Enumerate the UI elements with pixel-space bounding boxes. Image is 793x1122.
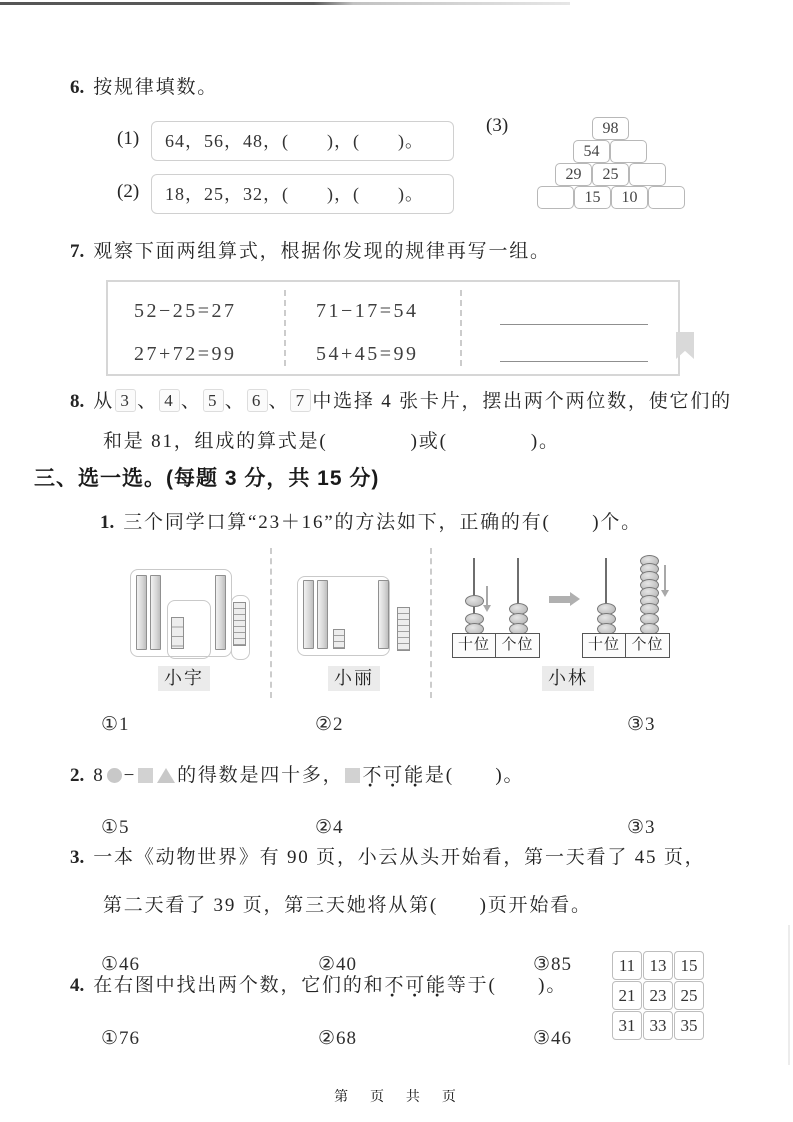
option-choice: ②2 <box>315 714 344 735</box>
s3q4-lead: 在右图中找出两个数，它们的和 <box>93 975 385 996</box>
s3q2-tail: 是( )。 <box>424 765 525 786</box>
option-choice: ①46 <box>101 954 141 975</box>
square-shape <box>138 768 153 783</box>
answer-blank-line <box>500 361 648 362</box>
card-separator: 、 <box>137 391 158 412</box>
q7-title-text: 观察下面两组算式，根据你发现的规律再写一组。 <box>93 241 551 262</box>
pyramid-cell: 15 <box>574 186 611 209</box>
q8-line1-rest: 中选择 4 张卡片，摆出两个两位数，使它们的 <box>312 391 732 412</box>
student-name-label: 小丽 <box>328 666 380 691</box>
pyramid-cell <box>648 186 685 209</box>
s3q2-mid: 的得数是四十多， <box>177 765 344 786</box>
q6-title-text: 按规律填数。 <box>93 77 219 98</box>
pyramid-cell <box>537 186 574 209</box>
q6-item1-sequence: 64，56，48，( )，( )。 <box>165 131 424 151</box>
minus-sign: − <box>123 765 137 786</box>
q6-title-line <box>70 72 218 99</box>
equation: 27+72=99 <box>134 343 237 365</box>
option-choice: ③3 <box>627 817 656 838</box>
option-choice: ③46 <box>533 1028 573 1049</box>
triangle-shape <box>157 768 175 783</box>
grid-row <box>611 951 704 981</box>
s3q2-lead: 8 <box>93 765 105 786</box>
option-choice: ②68 <box>318 1028 358 1049</box>
page-footer: 第 页 共 页 <box>334 1088 459 1104</box>
q6-item2-box <box>151 174 454 214</box>
grid-cell: 13 <box>643 951 673 980</box>
option-choice: ③3 <box>627 714 656 735</box>
answer-blank-line <box>500 324 648 325</box>
square-shape <box>345 768 360 783</box>
ones-cube-stack <box>233 602 246 646</box>
s3q4-emphasized: 不可能 · · · <box>384 970 446 997</box>
number-card: 6 <box>247 389 268 412</box>
pyramid-cell: 54 <box>573 140 610 163</box>
number-grid <box>611 951 704 1041</box>
number-card: 7 <box>290 389 311 412</box>
s3q3-number: 3. <box>70 847 85 868</box>
number-card: 4 <box>159 389 180 412</box>
student-name-label: 小林 <box>542 666 594 691</box>
ones-place-label: 个位 <box>625 633 670 658</box>
tens-place-label: 十位 <box>582 633 627 658</box>
q8-lead: 从 <box>93 391 115 412</box>
option-choice: ②4 <box>315 817 344 838</box>
ten-rod <box>378 580 389 649</box>
ten-rod <box>215 575 226 650</box>
place-value-labels <box>583 633 670 658</box>
panel-divider <box>430 548 432 698</box>
abacus-bead <box>465 595 484 607</box>
q6-item2-label: (2) <box>117 181 140 202</box>
s3q4-tail: 等于( )。 <box>446 975 568 996</box>
ones-cube-stack <box>333 629 345 649</box>
ten-rod <box>150 575 161 650</box>
down-arrow-icon <box>664 565 666 591</box>
circle-shape <box>107 768 122 783</box>
ten-rod <box>303 580 314 649</box>
grid-cell: 33 <box>643 1011 673 1040</box>
option-choice: ①5 <box>101 817 130 838</box>
q7-number: 7. <box>70 241 85 262</box>
card-separator: 、 <box>180 391 202 412</box>
page-edge-shadow <box>788 925 790 1065</box>
right-arrow-icon <box>549 596 571 603</box>
equation: 71−17=54 <box>316 300 419 322</box>
q1-illustration <box>70 548 725 700</box>
dashed-divider <box>460 290 462 366</box>
grid-cell: 25 <box>674 981 704 1010</box>
grid-cell: 21 <box>612 981 642 1010</box>
pyramid-cell <box>610 140 647 163</box>
s3q1-number: 1. <box>100 512 115 533</box>
pyramid-cell: 10 <box>611 186 648 209</box>
q6-item1-label: (1) <box>117 128 140 149</box>
ones-place-label: 个位 <box>495 633 540 658</box>
place-value-labels <box>453 633 540 658</box>
option-choice: ①1 <box>101 714 130 735</box>
s3q2-number: 2. <box>70 765 85 786</box>
number-card: 5 <box>203 389 224 412</box>
student-name-label: 小宇 <box>158 666 210 691</box>
s3q2-line <box>70 760 524 787</box>
q6-number: 6. <box>70 77 85 98</box>
s3q1-text: 三个同学口算“23＋16”的方法如下，正确的有( )个。 <box>123 512 642 533</box>
card-separator: 、 <box>224 391 246 412</box>
q6-item2-sequence: 18，25，32，( )，( )。 <box>165 184 424 204</box>
pyramid-cell: 25 <box>592 163 629 186</box>
s3q3-line2: 第二天看了 39 页，第三天她将从第( )页开始看。 <box>103 895 592 916</box>
grid-row <box>611 1011 704 1041</box>
bookmark-ribbon-icon <box>676 332 694 359</box>
card-separator: 、 <box>268 391 290 412</box>
q7-equation-box <box>106 280 680 376</box>
ten-rod <box>317 580 328 649</box>
dashed-divider <box>284 290 286 366</box>
pyramid-cell: 29 <box>555 163 592 186</box>
q8-line1 <box>70 386 732 413</box>
s3q1-line <box>100 507 642 534</box>
number-card: 3 <box>115 389 136 412</box>
grid-row <box>611 981 704 1011</box>
panel-divider <box>270 548 272 698</box>
pyramid-cell: 98 <box>592 117 629 140</box>
s3q3-text1: 一本《动物世界》有 90 页，小云从头开始看，第一天看了 45 页， <box>93 847 706 868</box>
q6-item1-box <box>151 121 454 161</box>
grid-cell: 15 <box>674 951 704 980</box>
option-choice: ②40 <box>318 954 358 975</box>
pyramid-cell <box>629 163 666 186</box>
q8-number: 8. <box>70 391 85 412</box>
option-choice: ①76 <box>101 1028 141 1049</box>
s3q4-number: 4. <box>70 975 85 996</box>
q8-line2: 和是 81，组成的算式是( )或( )。 <box>103 431 560 452</box>
grid-cell: 31 <box>612 1011 642 1040</box>
s3q4-line <box>70 970 567 997</box>
equation: 52−25=27 <box>134 300 237 322</box>
ten-rod <box>136 575 147 650</box>
ones-cube-stack <box>397 607 410 651</box>
equation: 54+45=99 <box>316 343 419 365</box>
tens-place-label: 十位 <box>452 633 497 658</box>
scan-top-rule <box>0 2 570 5</box>
grid-cell: 23 <box>643 981 673 1010</box>
q7-title-line <box>70 236 551 263</box>
q6-item3-label: (3) <box>486 115 509 136</box>
section-three-heading: 三、选一选。(每题 3 分，共 15 分) <box>34 467 380 490</box>
grid-cell: 11 <box>612 951 642 980</box>
down-arrow-icon <box>486 586 488 606</box>
s3q3-line1 <box>70 842 705 869</box>
s3q2-emphasized: 不可能 · · · <box>362 760 424 787</box>
ones-cube-stack <box>171 617 184 649</box>
option-choice: ③85 <box>533 954 573 975</box>
grid-cell: 35 <box>674 1011 704 1040</box>
